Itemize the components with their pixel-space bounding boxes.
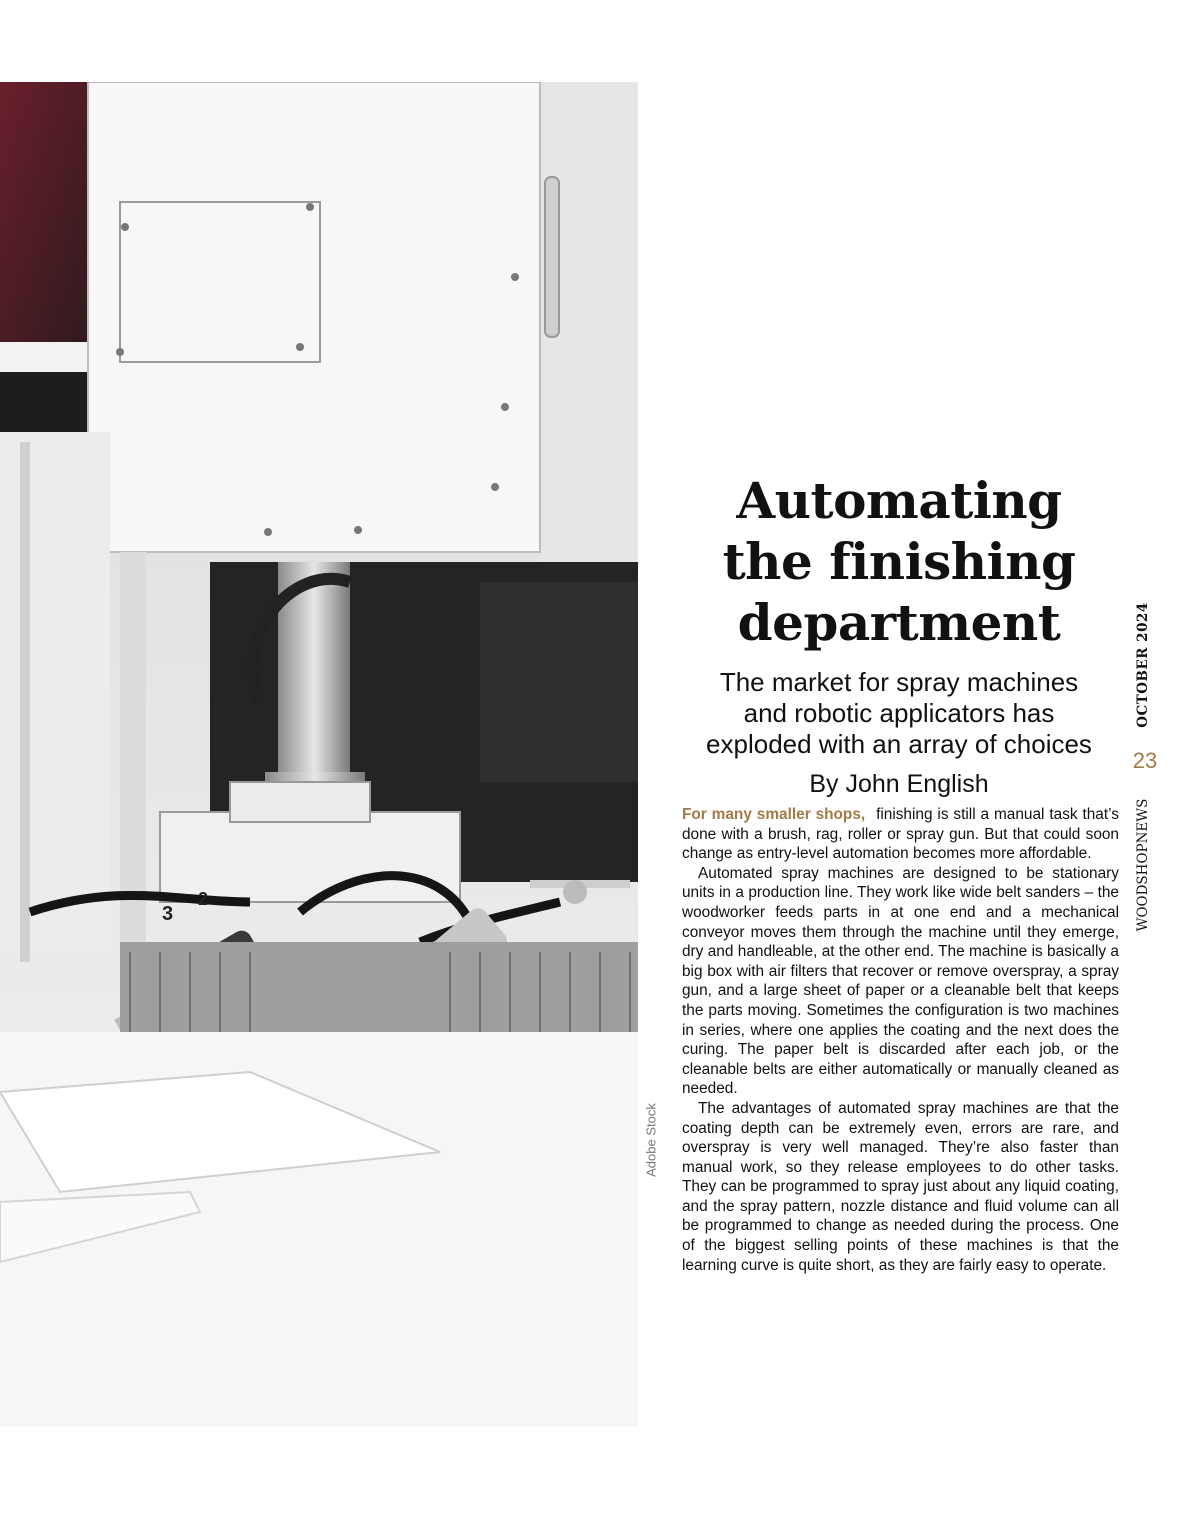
article-deck: [668, 667, 1130, 760]
issue-date-text: OCTOBER 2024: [1135, 602, 1151, 728]
article-photo: [0, 82, 638, 1427]
photo-credit: [638, 1090, 664, 1190]
headline-line-1: Automating: [736, 471, 1062, 530]
publication-name-text: WOODSHOPNEWS: [1135, 798, 1151, 932]
article-headline: [668, 470, 1130, 653]
article-body: [682, 805, 1119, 1275]
headline-line-3: department: [737, 593, 1061, 652]
spray-machine-illustration: [0, 82, 638, 1427]
paragraph-2: Automated spray machines are designed to be stationary units in a production line. They work like wide belt sanders – the woodworker feeds parts in at one end and a mechanical conveyor moves them through the machine until they emerge, dry and handleable, at the other end. The machine is basically a big box with air filters that recover or remove overspray, a spray gun, and a large sheet of paper or a cleanable belt that keeps the parts moving. Sometimes the configuration is two machines in series, where one applies the coating and the next does the curing. The paper belt is discarded after each job, or the cleanable belts are either automatically or manually cleaned as needed.: [682, 864, 1119, 1098]
paragraph-1-text: finishing is still a manual task that’s done with a brush, rag, roller or spray gun. But that could soon change as entry-level automation becomes more affordable.: [682, 806, 1119, 863]
paragraph-1: [682, 805, 1119, 864]
page-number: 23: [1132, 748, 1158, 773]
paragraph-3: The advantages of automated spray machines are that the coating depth can be extremely even, errors are rare, and overspray is very well managed. They’re also faster than manual work, so they release employees to do other tasks. They can be programmed to spray just about any liquid coating, and the spray pattern, nozzle distance and fluid volume can all be programmed to change as needed during the process. One of the biggest selling points of these machines is that the learning curve is quite short, as they are fairly easy to operate.: [682, 1099, 1119, 1274]
lead-in: For many smaller shops,: [682, 806, 866, 823]
headline-line-2: the finishing: [722, 532, 1076, 591]
deck-line-3: exploded with an array of choices: [706, 729, 1092, 759]
nozzle-number-3: 3: [162, 903, 174, 925]
nozzle-number-2: 2: [198, 889, 209, 909]
deck-line-2: and robotic applicators has: [743, 698, 1055, 728]
deck-line-1: The market for spray machines: [719, 667, 1079, 697]
issue-date: [1128, 600, 1158, 730]
photo-credit-text: Adobe Stock: [643, 1103, 659, 1177]
publication-name: [1128, 790, 1158, 940]
article-byline: By John English: [809, 770, 989, 798]
